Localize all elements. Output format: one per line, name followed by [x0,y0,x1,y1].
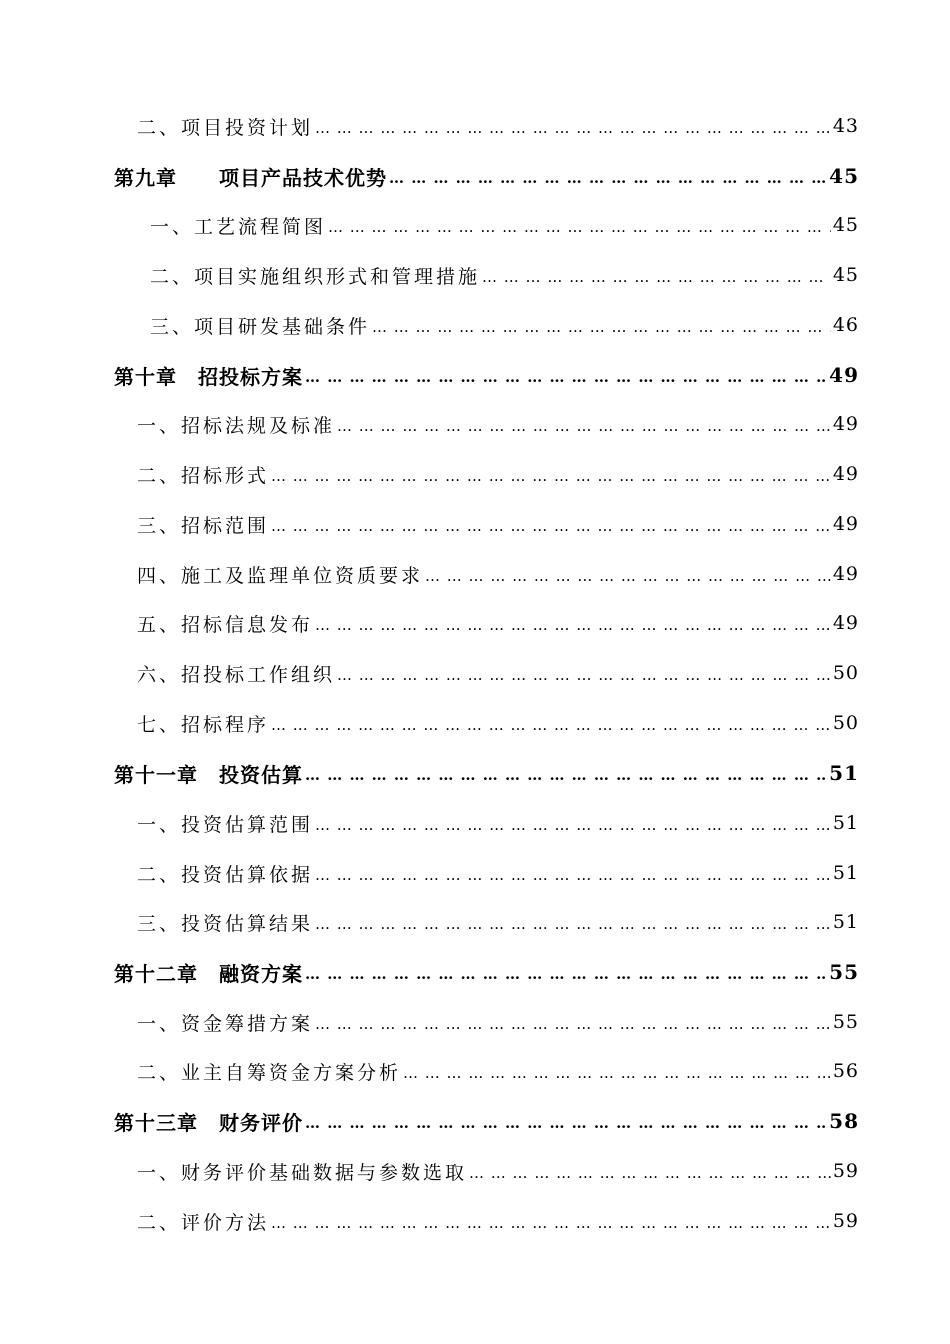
toc-chapter-page: 45 [829,164,859,188]
toc-entry-title: 四、施工及监理单位资质要求 [137,564,424,587]
toc-entry[interactable] [0,905,950,939]
toc-chapter-title: 第十章 招投标方案 [114,364,303,389]
toc-leader-dots [315,1015,831,1033]
toc-leader-dots [305,766,827,784]
toc-entry[interactable] [0,1005,950,1039]
toc-entry-title: 二、招标形式 [137,464,270,487]
toc-entry[interactable] [0,557,950,591]
toc-entry-page: 51 [832,862,859,884]
toc-entry-title: 二、投资估算依据 [137,863,314,886]
toc-entry[interactable] [0,856,950,890]
toc-entry-title: 七、招标程序 [137,713,270,736]
toc-chapter-title: 第十二章 融资方案 [114,961,303,986]
toc-entry[interactable] [0,308,950,342]
toc-entry-title: 三、投资估算结果 [137,912,314,935]
toc-leader-dots [271,517,831,535]
toc-leader-dots [315,866,831,884]
toc-entry[interactable] [0,1054,950,1088]
toc-entry-title: 三、项目研发基础条件 [150,315,371,338]
toc-entry[interactable] [0,706,950,740]
toc-chapter-page: 55 [829,960,859,984]
toc-chapter-title: 第九章 项目产品技术优势 [114,165,387,190]
toc-leader-dots [389,169,827,187]
toc-leader-dots [482,268,831,286]
toc-leader-dots [425,567,831,585]
toc-entry-page: 49 [832,413,859,435]
toc-entry[interactable] [0,208,950,242]
toc-entry-title: 一、招标法规及标准 [137,414,336,437]
toc-chapter-entry[interactable] [0,1104,950,1138]
toc-leader-dots [469,1164,831,1182]
toc-entry-title: 一、财务评价基础数据与参数选取 [137,1161,468,1184]
toc-entry-title: 三、招标范围 [137,514,270,537]
toc-leader-dots [403,1064,831,1082]
toc-entry-page: 50 [832,712,859,734]
toc-entry-title: 六、招投标工作组织 [137,663,336,686]
toc-leader-dots [271,467,831,485]
toc-entry-page: 45 [832,264,859,286]
toc-entry-page: 43 [832,115,859,137]
toc-entry-title: 五、招标信息发布 [137,613,314,636]
toc-entry[interactable] [0,507,950,541]
toc-chapter-entry[interactable] [0,955,950,989]
toc-chapter-page: 49 [829,363,859,387]
toc-entry-page: 51 [832,812,859,834]
toc-leader-dots [337,417,831,435]
toc-leader-dots [271,1214,831,1232]
toc-entry-title: 一、投资估算范围 [137,813,314,836]
toc-leader-dots [305,965,827,983]
toc-entry-title: 二、项目实施组织形式和管理措施 [150,265,481,288]
toc-leader-dots [337,666,831,684]
toc-chapter-entry[interactable] [0,159,950,193]
toc-entry-page: 49 [832,612,859,634]
toc-entry-page: 49 [832,463,859,485]
toc-entry[interactable] [0,806,950,840]
toc-leader-dots [305,1114,827,1132]
toc-chapter-title: 第十一章 投资估算 [114,762,303,787]
toc-entry[interactable] [0,1204,950,1238]
toc-entry[interactable] [0,1154,950,1188]
toc-leader-dots [305,368,827,386]
toc-entry[interactable] [0,258,950,292]
toc-entry-page: 56 [832,1060,859,1082]
toc-leader-dots [315,816,831,834]
toc-entry[interactable] [0,606,950,640]
toc-entry[interactable] [0,407,950,441]
toc-entry-page: 45 [832,214,859,236]
toc-entry-page: 49 [832,513,859,535]
toc-entry-page: 49 [832,563,859,585]
toc-entry-title: 二、评价方法 [137,1211,270,1234]
toc-chapter-entry[interactable] [0,358,950,392]
toc-leader-dots [372,318,831,336]
toc-leader-dots [315,119,831,137]
toc-chapter-page: 58 [829,1109,859,1133]
toc-chapter-title: 第十三章 财务评价 [114,1110,303,1135]
toc-entry[interactable] [0,656,950,690]
toc-leader-dots [315,616,831,634]
toc-entry-page: 46 [832,314,859,336]
toc-entry-title: 一、资金筹措方案 [137,1012,314,1035]
toc-leader-dots [328,218,831,236]
toc-entry[interactable] [0,457,950,491]
toc-entry-page: 59 [832,1160,859,1182]
toc-leader-dots [315,915,831,933]
toc-entry-page: 55 [832,1011,859,1033]
toc-entry-page: 50 [832,662,859,684]
toc-chapter-entry[interactable] [0,756,950,790]
toc-entry-title: 一、工艺流程简图 [150,215,327,238]
toc-entry-page: 59 [832,1210,859,1232]
toc-entry-title: 二、业主自筹资金方案分析 [137,1061,402,1084]
toc-entry-title: 二、项目投资计划 [137,116,314,139]
toc-entry[interactable] [0,109,950,143]
toc-entry-page: 51 [832,911,859,933]
toc-chapter-page: 51 [829,761,859,785]
toc-leader-dots [271,716,831,734]
